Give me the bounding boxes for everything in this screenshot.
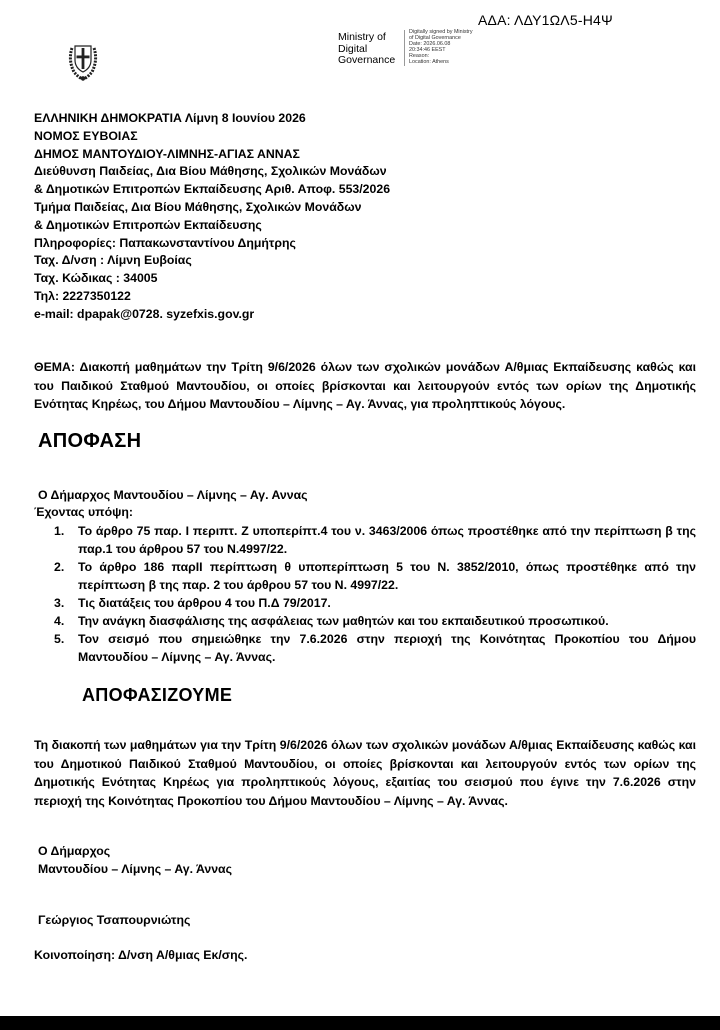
decision-heading: ΑΠΟΦΑΣΗ [38,430,142,452]
signature-line-2: of Digital Governance [409,35,461,41]
header-line-4: Διεύθυνση Παιδείας, Δια Βίου Μάθησης, Σχολικών Μονάδων [34,164,387,179]
mayor-line: Ο Δήμαρχος Μαντουδίου – Λίμνης – Αγ. Αννας [38,488,308,502]
header-line-5: & Δημοτικών Επιτροπών Εκπαίδευσης Αριθ. Αποφ. 553/2026 [34,182,391,197]
list-item [54,630,696,666]
considerations-list [54,522,696,666]
signature-line-1: Digitally signed by Ministry [409,29,473,35]
greek-emblem-icon [66,34,100,84]
header-line-11: Τηλ: 2227350122 [34,288,131,303]
ministry-line-1: Ministry of [338,31,386,43]
ministry-line-3: Governance [338,54,396,66]
letterhead [34,110,390,324]
header-line-9: Ταχ. Δ/νση : Λίμνη Ευβοίας [34,253,192,268]
header-line-8: Πληροφορίες: Παπακωνσταντίνου Δημήτρης [34,235,296,250]
ada-code: ΑΔΑ: ΛΔΥ1ΩΛ5-Η4Ψ [478,12,613,28]
signature-divider [404,30,405,66]
header-line-12: e-mail: dpapak@0728. syzefxis.gov.gr [34,306,255,321]
subject-paragraph: ΘΕΜΑ: Διακοπή μαθημάτων την Τρίτη 9/6/2026 όλων των σχολικών μονάδων Α/θμιας Εκπαίδευσης καθώς και του Παιδικού Σταθμού Μαντουδίου, οι οποίες βρίσκονται και λειτουργούν εντός των ορίων της Δημοτικής Ενότητας Κηρέως, του Δήμου Μαντουδίου – Λίμνης – Αγ. Άννας, για προληπτικούς λόγους. [34,360,696,411]
list-item [54,594,696,612]
list-item [54,558,696,594]
list-item-number: 5. [54,632,65,646]
list-item [54,522,696,558]
list-item-text: Τον σεισμό που σημειώθηκε την 7.6.2026 στην περιοχή της Κοινότητας Προκοπίου του Δήμου Μαντουδίου – Λίμνης – Αγ. Άννας. [78,632,696,664]
header-line-7: & Δημοτικών Επιτροπών Εκπαίδευσης [34,217,262,232]
we-decide-heading: ΑΠΟΦΑΣΙΖΟΥΜΕ [82,685,233,705]
digital-signature [409,29,473,65]
signature-municipality: Μαντουδίου – Λίμνης – Αγ. Άννας [38,862,233,876]
bottom-bar [0,1016,720,1030]
list-item [54,612,696,630]
considering-label: Έχοντας υπόψη: [34,505,133,519]
header-line-1: ΕΛΛΗΝΙΚΗ ΔΗΜΟΚΡΑΤΙΑ Λίμνη 8 Ιουνίου 2026 [34,111,306,125]
ministry-line-2: Digital [338,42,368,55]
header-line-3: ΔΗΜΟΣ ΜΑΝΤΟΥΔΙΟΥ-ΛΙΜΝΗΣ-ΑΓΙΑΣ ΑΝΝΑΣ [34,146,300,161]
list-item-text: Τις διατάξεις του άρθρου 4 του Π.Δ 79/2017. [78,596,331,610]
list-item-number: 1. [54,524,65,538]
signature-line-3: Date: 2026.06.08 [409,41,451,47]
list-item-number: 2. [54,560,65,574]
header-line-2: ΝΟΜΟΣ ΕΥΒΟΙΑΣ [34,128,138,143]
list-item-number: 3. [54,596,65,610]
list-item-number: 4. [54,614,65,628]
signature-line-5: Reason: [409,53,430,59]
decision-paragraph: Τη διακοπή των μαθημάτων για την Τρίτη 9/6/2026 όλων των σχολικών μονάδων Α/θμιας Εκπαίδευσης καθώς και του Δημοτικού Παιδικού Σταθμού Μαντουδίου, οι οποίες βρίσκονται και λειτουργούν εντός των ορίων της Δημοτικής Ενότητας Κηρέως για προληπτικούς λόγους, εξαιτίας του σεισμού που έγινε την 7.6.2026 στην περιοχή της Κοινότητας Προκοπίου του Δήμου Μαντουδίου – Λίμνης – Αγ. Άννας. [34,738,696,808]
list-item-text: Την ανάγκη διασφάλισης της ασφάλειας των μαθητών και του εκπαιδευτικού προσωπικού. [78,614,609,628]
list-item-text: Το άρθρο 186 παρΙΙ περίπτωση θ υποπερίπτωση 5 του Ν. 3852/2010, όπως προστέθηκε από την περίπτωση β της παρ. 2 του άρθρου 57 του Ν. 4997/22. [78,560,696,592]
header-line-6: Τμήμα Παιδείας, Δια Βίου Μάθησης, Σχολικών Μονάδων [34,199,362,214]
ministry-label [338,32,395,67]
signature-title: Ο Δήμαρχος [38,844,111,858]
signature-line-6: Location: Athens [409,59,449,65]
signature-block [38,842,232,878]
signatory-name: Γεώργιος Τσαπουρνιώτης [38,913,191,927]
cc-line: Κοινοποίηση: Δ/νση Α/θμιας Εκ/σης. [34,948,248,962]
signature-line-4: 20:34:46 EEST [409,47,446,53]
header-line-10: Ταχ. Κώδικας : 34005 [34,271,158,286]
list-item-text: Το άρθρο 75 παρ. Ι περιπτ. Ζ υποπερίπτ.4 του ν. 3463/2006 όπως προστέθηκε από την περίπτωση β της παρ.1 του άρθρου 57 του Ν.4997/22. [78,524,696,556]
